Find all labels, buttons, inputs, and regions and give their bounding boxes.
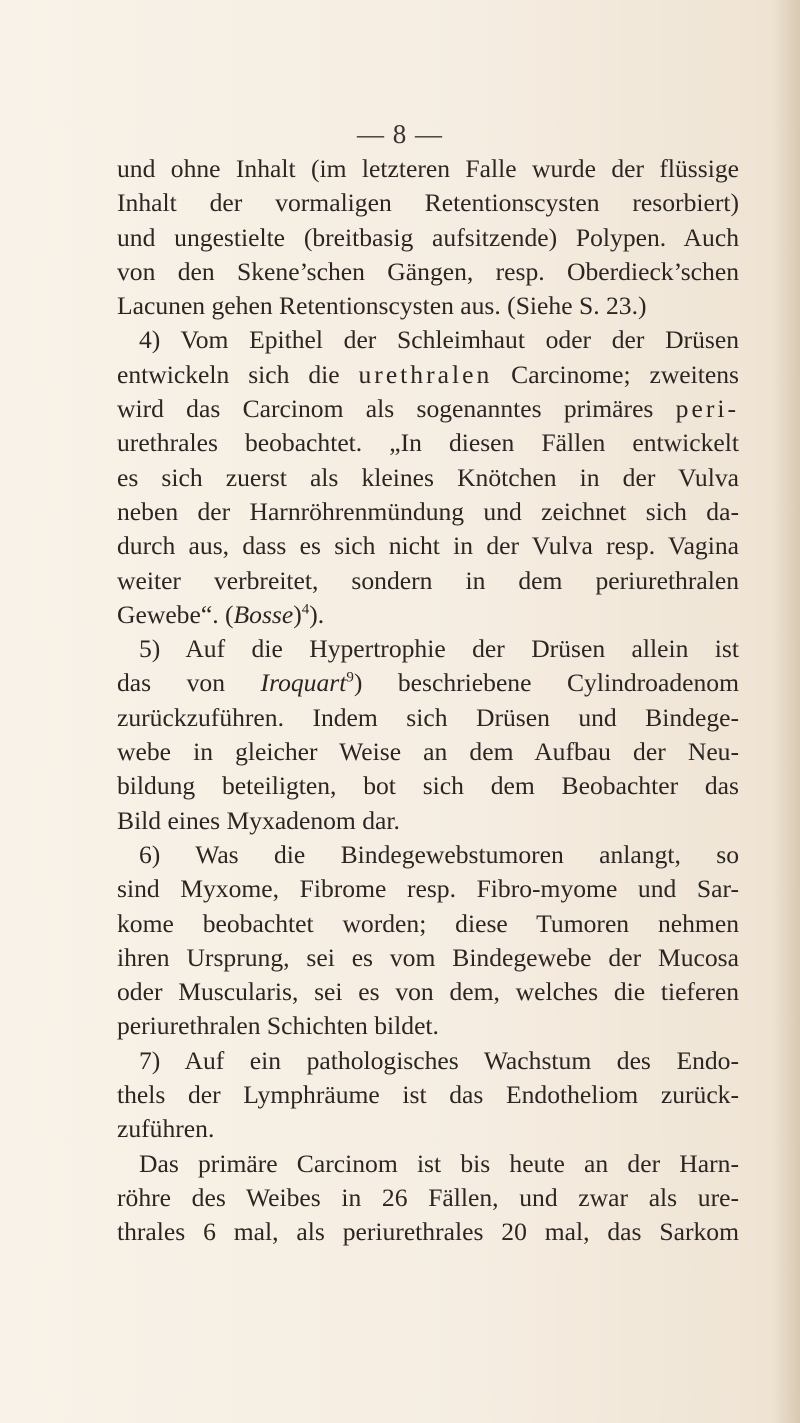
text-line: Das primäre Carcinom ist bis heute an der Harn-: [139, 1148, 739, 1178]
footnote-marker: 9: [346, 669, 354, 686]
text-fragment: Gewebe“. (: [117, 599, 234, 629]
text-fragment: Iroquart: [260, 668, 347, 698]
text-line: periurethralen Schichten bildet.: [117, 1011, 439, 1041]
page-edge-shadow: [772, 0, 800, 1423]
text-line: 7) Auf ein pathologisches Wachstum des Endo-: [139, 1045, 739, 1075]
text-line: weiter verbreitet, sondern in dem periurethralen: [117, 565, 739, 595]
text-line: oder Muscularis, sei es von dem, welches die tieferen: [117, 977, 739, 1007]
text-fragment: wird das Carcinom als sogenanntes primäres: [117, 394, 676, 424]
text-fragment: ) beschriebene Cylindroadenom: [353, 668, 739, 698]
text-line: [117, 358, 739, 392]
text-line: Bild eines Myxadenom dar.: [117, 805, 400, 835]
text-line: kome beobachtet worden; diese Tumoren nehmen: [117, 908, 739, 938]
text-fragment: peri-: [675, 394, 739, 424]
text-line: [117, 666, 739, 700]
text-fragment: Bosse: [233, 599, 294, 629]
text-line: [117, 392, 739, 426]
text-fragment: 5) Auf die Hypertrophie der Drüsen allein ist: [139, 634, 739, 664]
text-line: Inhalt der vormaligen Retentionscysten resorbiert): [117, 188, 739, 218]
text-fragment: entwickeln sich die: [117, 359, 359, 389]
text-line: neben der Harnröhrenmündung und zeichnet sich da-: [117, 496, 739, 526]
text-line: Lacunen gehen Retentionscysten aus. (Siehe S. 23.): [117, 291, 647, 321]
text-line: [117, 632, 739, 666]
text-line: bildung beteiligten, bot sich dem Beobachter das: [117, 771, 739, 801]
page-number: — 8 —: [357, 119, 443, 149]
text-fragment: das von: [117, 668, 261, 698]
text-fragment: Carcinome; zweitens: [492, 359, 739, 389]
text-line: urethrales beobachtet. „In diesen Fällen entwickelt: [117, 428, 739, 458]
text-line: sind Myxome, Fibrome resp. Fibro-myome und Sar-: [117, 874, 739, 904]
text-line: 6) Was die Bindegewebstumoren anlangt, so: [139, 839, 739, 869]
text-line: thrales 6 mal, als periurethrales 20 mal, das Sarkom: [117, 1217, 739, 1247]
text-fragment: ): [293, 599, 302, 629]
text-line: [117, 598, 739, 632]
text-line: röhre des Weibes in 26 Fällen, und zwar als ure-: [117, 1182, 739, 1212]
text-line: und ohne Inhalt (im letzteren Falle wurde der flüssige: [117, 154, 739, 183]
text-line: ihren Ursprung, sei es vom Bindegewebe der Mucosa: [117, 942, 739, 972]
text-fragment: urethralen: [358, 359, 493, 389]
text-line: und ungestielte (breitbasig aufsitzende) Polypen. Auch: [117, 222, 739, 252]
text-fragment: ).: [309, 599, 325, 629]
text-line: von den Skene’schen Gängen, resp. Oberdieck’schen: [117, 256, 739, 286]
footnote-marker: 4: [301, 601, 310, 618]
text-line: webe in gleicher Weise an dem Aufbau der Neu-: [117, 737, 739, 767]
text-line: es sich zuerst als kleines Knötchen in der Vulva: [117, 462, 739, 492]
text-line: 4) Vom Epithel der Schleimhaut oder der Drüsen: [139, 325, 739, 355]
text-line: durch aus, dass es sich nicht in der Vulva resp. Vagina: [117, 531, 739, 561]
text-line: thels der Lymphräume ist das Endotheliom zurück-: [117, 1080, 739, 1110]
body-text: [117, 152, 739, 1250]
text-line: zurückzuführen. Indem sich Drüsen und Bindege-: [117, 702, 739, 732]
text-line: zuführen.: [117, 1114, 215, 1144]
